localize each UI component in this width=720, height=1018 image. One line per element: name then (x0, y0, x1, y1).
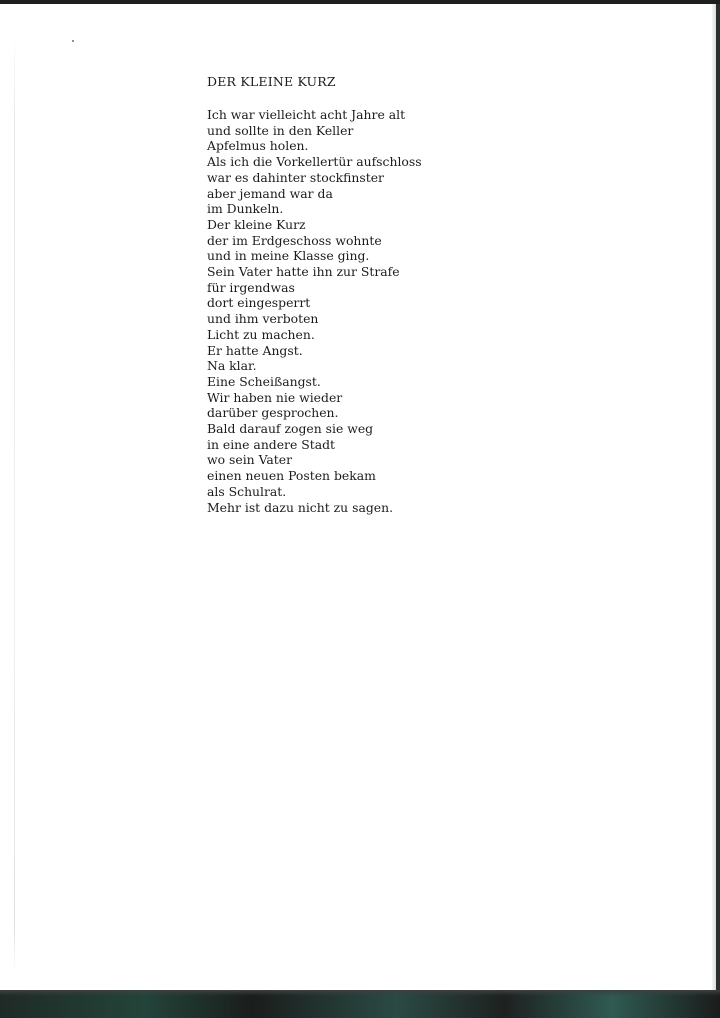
poem-line: Sein Vater hatte ihn zur Strafe (207, 264, 400, 280)
poem-line: Apfelmus holen. (207, 138, 309, 154)
poem-line: Ich war vielleicht acht Jahre alt (207, 107, 406, 122)
poem-line: und sollte in den Keller (207, 122, 354, 138)
poem-line: im Dunkeln. (207, 201, 284, 217)
poem-line: aber jemand war da (207, 185, 333, 201)
paper-speck (72, 40, 74, 42)
poem-line: als Schulrat. (207, 483, 287, 499)
poem (207, 73, 467, 515)
poem-title: DER KLEINE KURZ (207, 74, 336, 89)
scan-bottom-shadow (0, 990, 720, 996)
poem-line: Wir haben nie wieder (207, 389, 343, 405)
poem-line: Mehr ist dazu nicht zu sagen. (207, 499, 394, 515)
poem-line: dort eingesperrt (207, 295, 311, 311)
poem-line: Als ich die Vorkellertür aufschloss (207, 154, 422, 170)
poem-line: Eine Scheißangst. (207, 373, 321, 389)
poem-line: Na klar. (207, 358, 257, 374)
poem-line: in eine andere Stadt (207, 436, 336, 452)
poem-line: darüber gesprochen. (207, 405, 339, 421)
poem-line: war es dahinter stockfinster (207, 169, 384, 185)
poem-line: einen neuen Posten bekam (207, 468, 376, 484)
poem-line: Er hatte Angst. (207, 342, 303, 358)
poem-line: Licht zu machen. (207, 326, 315, 342)
poem-lines (207, 107, 467, 515)
poem-line: für irgendwas (207, 279, 295, 295)
poem-line: und in meine Klasse ging. (207, 248, 370, 264)
poem-line: der im Erdgeschoss wohnte (207, 232, 382, 248)
poem-line: Bald darauf zogen sie weg (207, 421, 374, 437)
page-fold-line (14, 34, 15, 974)
page-right-edge (712, 4, 716, 990)
poem-line: und ihm verboten (207, 311, 319, 327)
poem-line: wo sein Vater (207, 452, 293, 468)
poem-line: Der kleine Kurz (207, 216, 306, 232)
